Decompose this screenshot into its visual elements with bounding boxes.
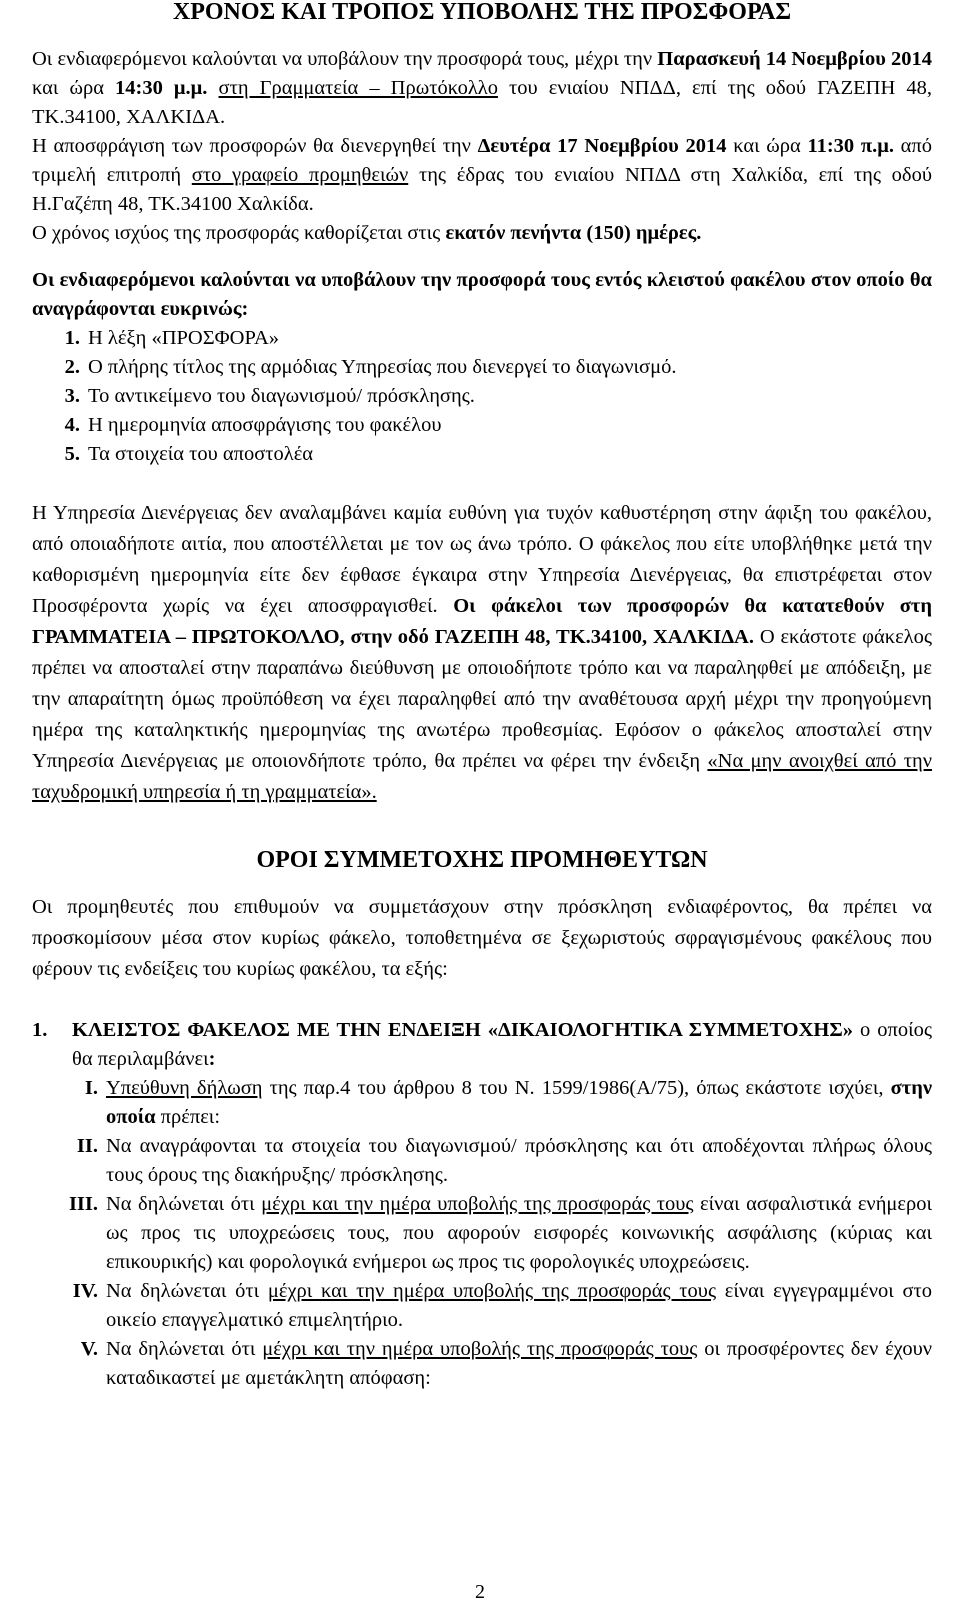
list-item: Ι. Υπεύθυνη δήλωση της παρ.4 του άρθρου 8 του Ν. 1599/1986(Α/75), όπως εκάστοτε ισχύει, στην οποία πρέπει: [84, 1077, 932, 1128]
section-title-participation: ΟΡΟΙ ΣΥΜΜΕΤΟΧΗΣ ΠΡΟΜΗΘΕΥΤΩΝ [256, 847, 708, 873]
submission-paragraphs [32, 45, 932, 248]
opening-paragraph: Η αποσφράγιση των προσφορών θα διενεργηθεί την Δευτέρα 17 Νοεμβρίου 2014 και ώρα 11:30 π.μ. από τριμελή επιτροπή στο γραφείο προμηθειών της έδρας του ενιαίου ΝΠΔΔ στη Χαλκίδα, επί της οδού Η.Γαζέπη 48, ΤΚ.34100 Χαλκίδα. [32, 135, 933, 215]
list-item: V. Να δηλώνεται ότι μέχρι και την ημέρα υποβολής της προσφοράς τους οι προσφέροντες δεν έχουν καταδικαστεί με αμετάκλητη απόφαση: [80, 1338, 933, 1389]
list-item: 5. Τα στοιχεία του αποστολέα [64, 443, 314, 465]
validity-paragraph: Ο χρόνος ισχύος της προσφοράς καθορίζεται στις εκατόν πενήντα (150) ημέρες. [32, 222, 702, 244]
envelope-list [32, 324, 932, 469]
envelope-intro: Οι ενδιαφερόμενοι καλούνται να υποβάλουν την προσφορά τους εντός κλειστού φακέλου στον οποίο θα αναγράφονται ευκρινώς: [32, 269, 932, 320]
participation-item-1: 1. ΚΛΕΙΣΤΟΣ ΦΑΚΕΛΟΣ ΜΕ ΤΗΝ ΕΝΔΕΙΞΗ «ΔΙΚΑΙΟΛΟΓΗΤΙΚΑ ΣΥΜΜΕΤΟΧΗΣ» ο οποίος θα περιλαμβάνει: [32, 1019, 932, 1070]
list-item: ΙΙΙ. Να δηλώνεται ότι μέχρι και την ημέρα υποβολής της προσφοράς τους είναι ασφαλιστικά ενήμεροι ως προς τις υποχρεώσεις τους, που αφορούν εισφορές κοινωνικής ασφάλισης (κύριας και επικουρικής) και φορολογικά ενήμεροι ως προς τις φορολογικές υποχρεώσεις. [68, 1193, 933, 1273]
list-item: ΙV. Να δηλώνεται ότι μέχρι και την ημέρα υποβολής της προσφοράς τους είναι εγγεγραμμένοι στο οικείο επαγγελματικό επιμελητήριο. [72, 1280, 933, 1331]
list-item: ΙΙ. Να αναγράφονται τα στοιχεία του διαγωνισμού/ πρόσκλησης και ότι αποδέχονται πλήρως όλους τους όρους της διακήρυξης/ πρόσκλησης. [76, 1135, 932, 1186]
list-item: 1. Η λέξη «ΠΡΟΣΦΟΡΑ» [64, 327, 280, 349]
document-page [32, 0, 932, 1393]
roman-list [32, 1074, 932, 1393]
list-item: 3. Το αντικείμενο του διαγωνισμού/ πρόσκλησης. [64, 385, 475, 407]
list-item: 2. Ο πλήρης τίτλος της αρμόδιας Υπηρεσίας που διενεργεί το διαγωνισμό. [64, 356, 677, 378]
page-number: 2 [475, 1581, 485, 1603]
participation-intro: Οι προμηθευτές που επιθυμούν να συμμετάσχουν στην πρόσκληση ενδιαφέροντος, θα πρέπει να προσκομίσουν μέσα στον κυρίως φάκελο, τοποθετημένα σε ξεχωριστούς σφραγισμένους φακέλους που φέρουν τις ενδείξεις του κυρίως φακέλου, τα εξής: [32, 896, 932, 980]
responsibility-paragraph: Η Υπηρεσία Διενέργειας δεν αναλαμβάνει καμία ευθύνη για τυχόν καθυστέρηση στην άφιξη του φακέλου, από οποιαδήποτε αιτία, που αποστέλλεται με τον ως άνω τρόπο. Ο φάκελος που είτε υποβλήθηκε μετά την καθορισμένη ημερομηνία είτε δεν έφθασε έγκαιρα στην Υπηρεσία Διενέργειας, θα επιστρέφεται στον Προσφέροντα χωρίς να έχει αποσφραγισθεί. Οι φάκελοι των προσφορών θα κατατεθούν στη ΓΡΑΜΜΑΤΕΙΑ – ΠΡΩΤΟΚΟΛΛΟ, στην οδό ΓΑΖΕΠΗ 48, ΤΚ.34100, ΧΑΛΚΙΔΑ. Ο εκάστοτε φάκελος πρέπει να αποσταλεί στην παραπάνω διεύθυνση με οποιοδήποτε τρόπο και να παραληφθεί με απόδειξη, με την απαραίτητη όμως προϋπόθεση να έχει παραληφθεί από την αναθέτουσα αρχή μέχρι την προηγούμενη ημέρα της καταληκτικής ημερομηνίας της ανωτέρω προθεσμίας. Εφόσον ο φάκελος αποσταλεί στην Υπηρεσία Διενέργειας με οποιονδήποτε τρόπο, θα πρέπει να φέρει την ένδειξη «Να μην ανοιχθεί από την ταχυδρομική υπηρεσία ή τη γραμματεία». [32, 502, 932, 803]
list-item: 4. Η ημερομηνία αποσφράγισης του φακέλου [64, 414, 442, 436]
section-title-submission: ΧΡΟΝΟΣ ΚΑΙ ΤΡΟΠΟΣ ΥΠΟΒΟΛΗΣ ΤΗΣ ΠΡΟΣΦΟΡΑΣ [172, 0, 792, 25]
deadline-paragraph: Οι ενδιαφερόμενοι καλούνται να υποβάλουν την προσφορά τους, μέχρι την Παρασκευή 14 Νοεμβρίου 2014 και ώρα 14:30 μ.μ. στη Γραμματεία – Πρωτόκολλο του ενιαίου ΝΠΔΔ, επί της οδού ΓΑΖΕΠΗ 48, ΤΚ.34100, ΧΑΛΚΙΔΑ. [32, 48, 932, 128]
